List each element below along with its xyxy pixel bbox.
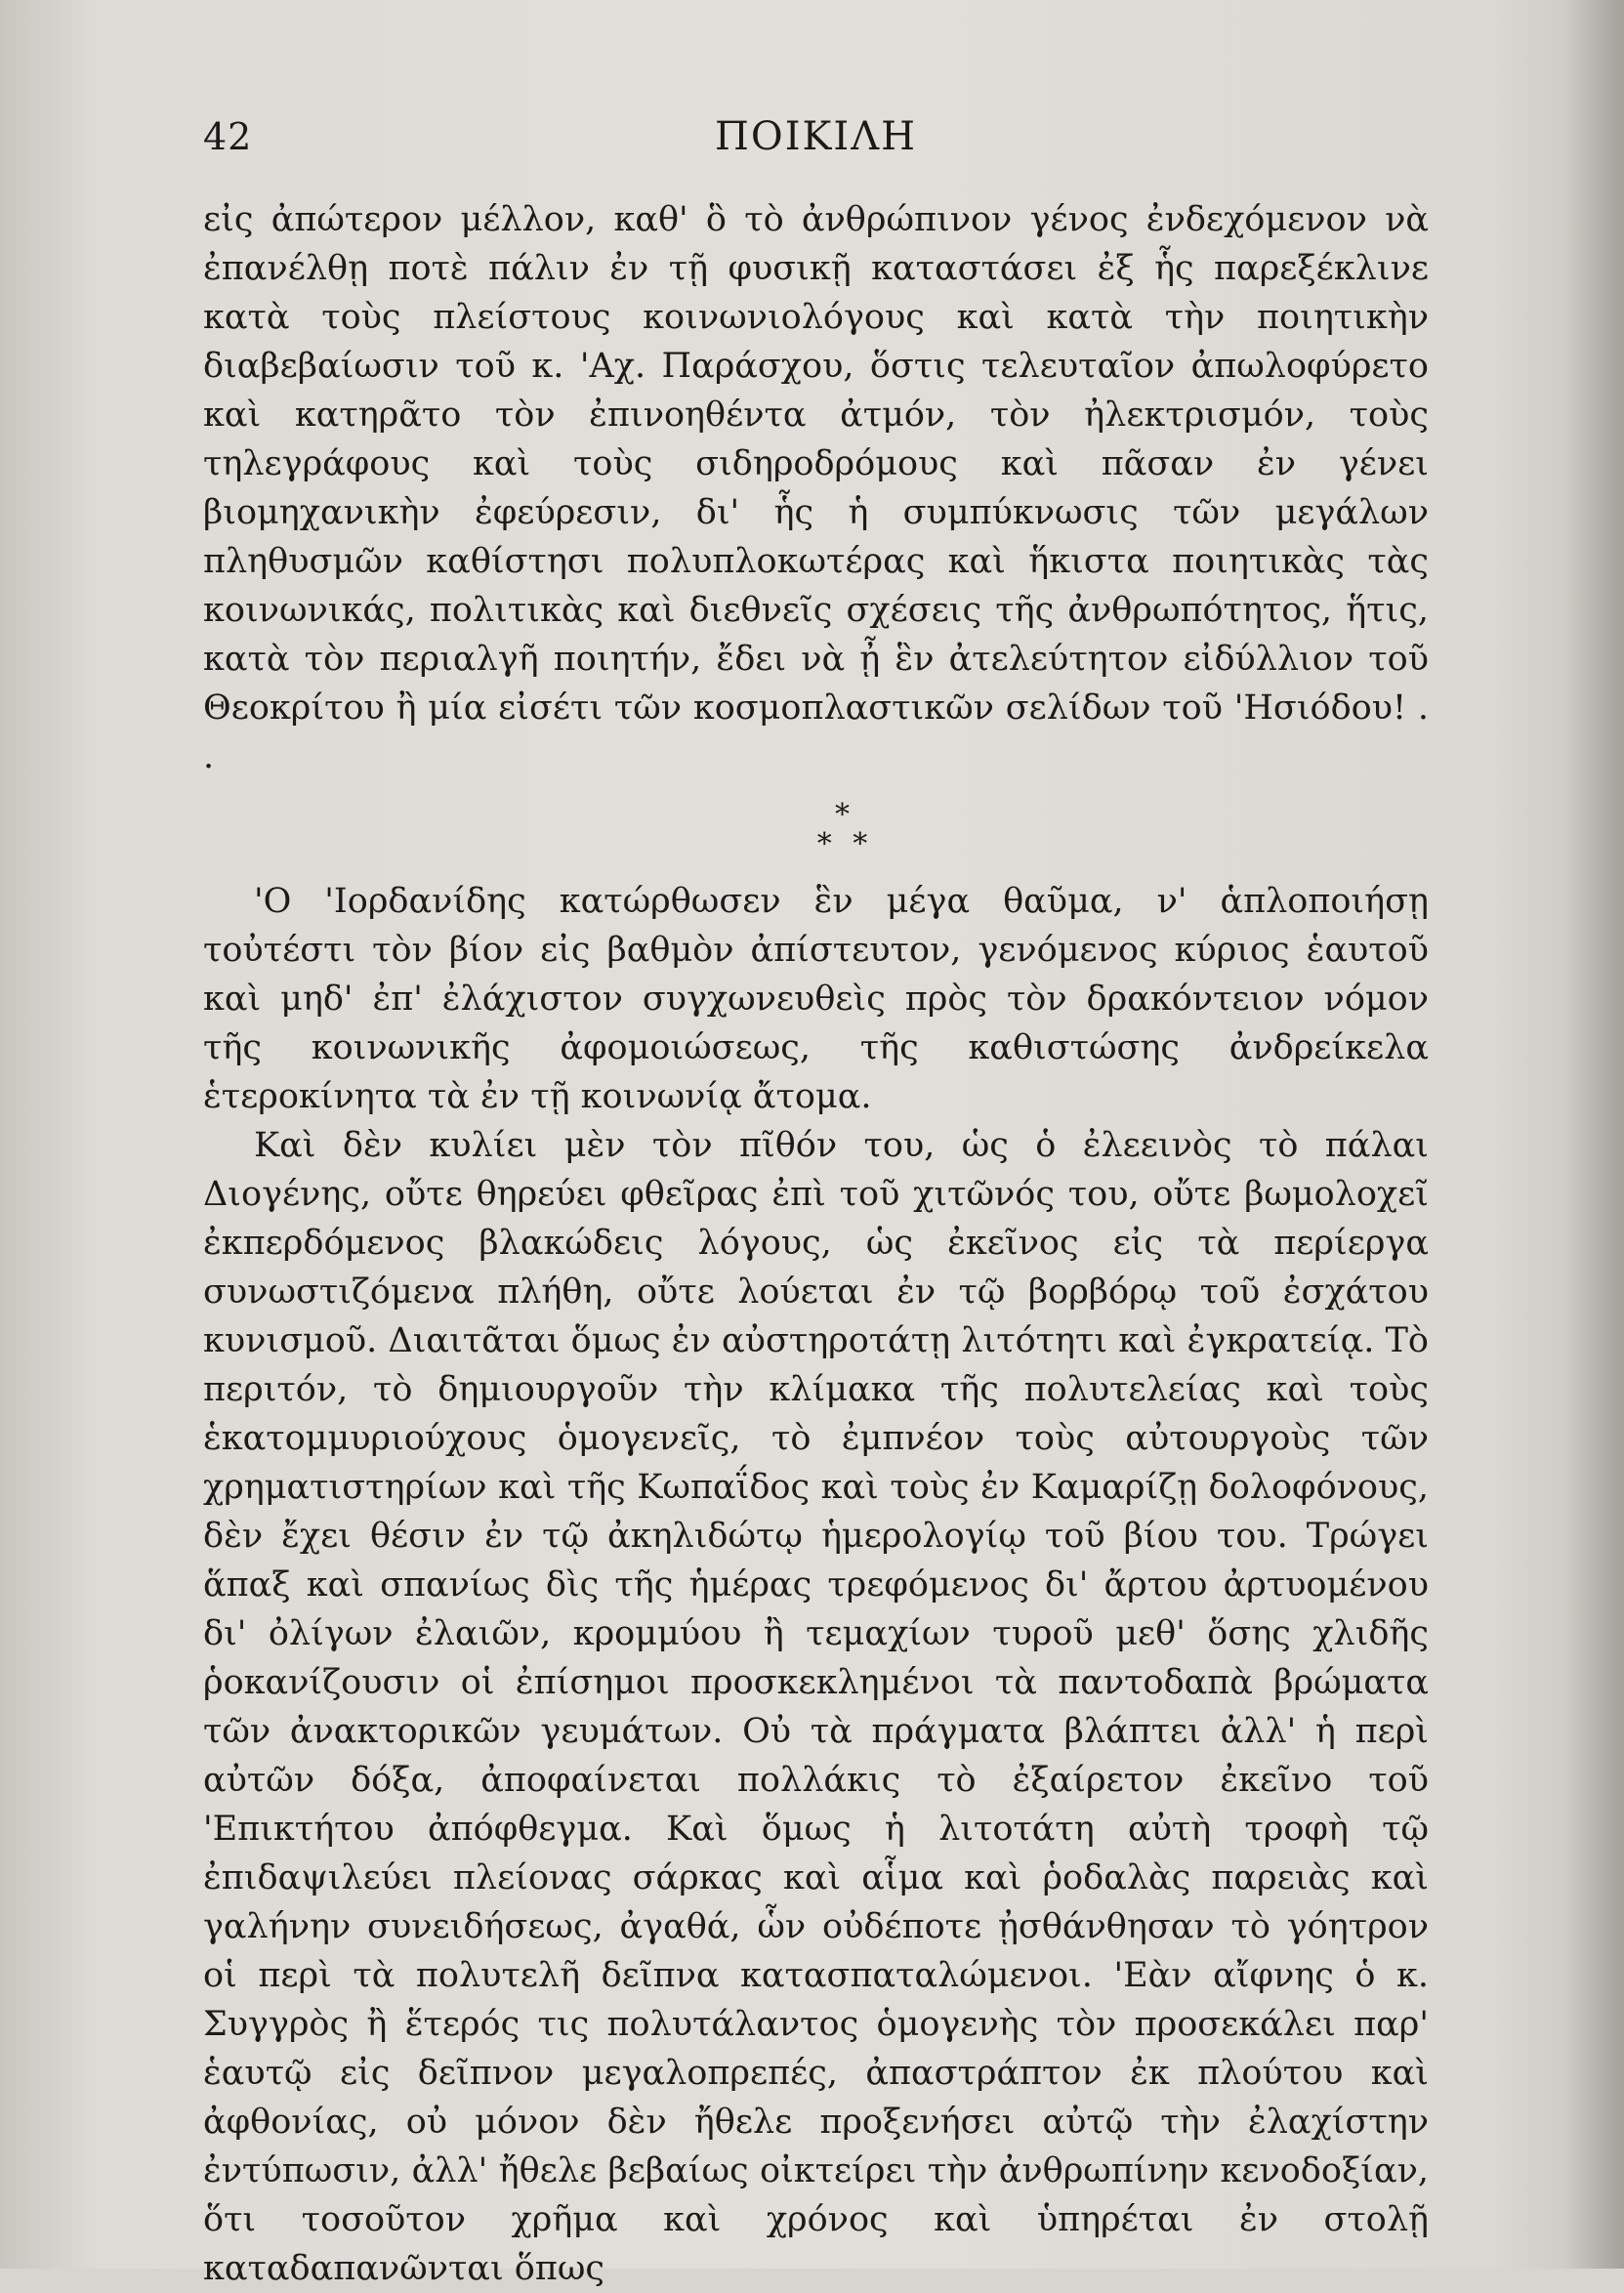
paragraph-section-start: 'Ο 'Ιορδανίδης κατώρθωσεν ἓν μέγα θαῦμα, ν' ἁπλοποιήσῃ τοὐτέστι τὸν βίον εἰς βαθμὸν ἀπίστευτον, γενόμενος κύριος ἑαυτοῦ καὶ μηδ' ἐπ' ἐλάχιστον συγχωνευθεὶς πρὸς τὸν δρακόντειον νόμον τῆς κοινωνικῆς ἀφομοιώσεως, τῆς καθιστώσης ἀνδρείκελα ἑτεροκίνητα τὰ ἐν τῇ κοινωνίᾳ ἄτομα.: [203, 882, 1429, 1116]
asterism-bottom: * *: [816, 827, 874, 861]
section-asterism: [203, 798, 1429, 861]
page-binding-shadow: [1565, 0, 1624, 2269]
asterism-top: *: [835, 798, 855, 832]
running-title: ΠΟΙΚΙΛΗ: [715, 114, 917, 159]
paragraph-continued: εἰς ἀπώτερον μέλλον, καθ' ὃ τὸ ἀνθρώπινον γένος ἐνδεχόμενον νὰ ἐπανέλθῃ ποτὲ πάλιν ἐν τῇ φυσικῇ καταστάσει ἐξ ἧς παρεξέκλινε κατὰ τοὺς πλείστους κοινωνιολόγους καὶ κατὰ τὴν ποιητικὴν διαβεβαίωσιν τοῦ κ. 'Αχ. Παράσχου, ὅστις τελευταῖον ἀπωλοφύρετο καὶ κατηρᾶτο τὸν ἐπινοηθέντα ἀτμόν, τὸν ἠλεκτρισμόν, τοὺς τηλεγράφους καὶ τοὺς σιδηροδρόμους καὶ πᾶσαν ἐν γένει βιομηχανικὴν ἐφεύρεσιν, δι' ἧς ἡ συμπύκνωσις τῶν μεγάλων πληθυσμῶν καθίστησι πολυπλοκωτέρας καὶ ἥκιστα ποιητικὰς τὰς κοινωνικάς, πολιτικὰς καὶ διεθνεῖς σχέσεις τῆς ἀνθρωπότητος, ἥτις, κατὰ τὸν περιαλγῆ ποιητήν, ἔδει νὰ ᾖ ἓν ἀτελεύτητον εἰδύλλιον τοῦ Θεοκρίτου ἢ μία εἰσέτι τῶν κοσμοπλαστικῶν σελίδων τοῦ 'Ησιόδου! . .: [203, 200, 1429, 776]
page-text-block: [203, 107, 1429, 2293]
running-head: [203, 107, 1429, 195]
paragraph-main: Καὶ δὲν κυλίει μὲν τὸν πῖθόν του, ὡς ὁ ἐλεεινὸς τὸ πάλαι Διογένης, οὔτε θηρεύει φθεῖρας ἐπὶ τοῦ χιτῶνός του, οὔτε βωμολοχεῖ ἐκπερδόμενος βλακώδεις λόγους, ὡς ἐκεῖνος εἰς τὰ περίεργα συνωστιζόμενα πλήθη, οὔτε λούεται ἐν τῷ βορβόρῳ τοῦ ἐσχάτου κυνισμοῦ. Διαιτᾶται ὅμως ἐν αὐστηροτάτῃ λιτότητι καὶ ἐγκρατείᾳ. Τὸ περιτόν, τὸ δημιουργοῦν τὴν κλίμακα τῆς πολυτελείας καὶ τοὺς ἑκατομμυριούχους ὁμογενεῖς, τὸ ἐμπνέον τοὺς αὐτουργοὺς τῶν χρηματιστηρίων καὶ τῆς Κωπαΐδος καὶ τοὺς ἐν Καμαρίζῃ δολοφόνους, δὲν ἔχει θέσιν ἐν τῷ ἀκηλιδώτῳ ἡμερολογίῳ τοῦ βίου του. Τρώγει ἅπαξ καὶ σπανίως δὶς τῆς ἡμέρας τρεφόμενος δι' ἄρτου ἀρτυομένου δι' ὀλίγων ἐλαιῶν, κρομμύου ἢ τεμαχίων τυροῦ μεθ' ὅσης χλιδῆς ῥοκανίζουσιν οἱ ἐπίσημοι προσκεκλημένοι τὰ παντοδαπὰ βρώματα τῶν ἀνακτορικῶν γευμάτων. Οὐ τὰ πράγματα βλάπτει ἀλλ' ἡ περὶ αὐτῶν δόξα, ἀποφαίνεται πολλάκις τὸ ἐξαίρετον ἐκεῖνο τοῦ 'Επικτήτου ἀπόφθεγμα. Καὶ ὅμως ἡ λιτοτάτη αὐτὴ τροφὴ τῷ ἐπιδαψιλεύει πλείονας σάρκας καὶ αἷμα καὶ ῥοδαλὰς παρειὰς καὶ γαλήνην συνειδήσεως, ἀγαθά, ὧν οὐδέποτε ᾐσθάνθησαν τὸ γόητρον οἱ περὶ τὰ πολυτελῆ δεῖπνα κατασπαταλώμενοι. 'Εὰν αἴφνης ὁ κ. Συγγρὸς ἢ ἕτερός τις πολυτάλαντος ὁμογενὴς τὸν προσεκάλει παρ' ἑαυτῷ εἰς δεῖπνον μεγαλοπρεπές, ἀπαστράπτον ἐκ πλούτου καὶ ἀφθονίας, οὐ μόνον δὲν ἤθελε προξενήσει αὐτῷ τὴν ἐλαχίστην ἐντύπωσιν, ἀλλ' ἤθελε βεβαίως οἰκτείρει τὴν ἀνθρωπίνην κενοδοξίαν, ὅτι τοσοῦτον χρῆμα καὶ χρόνος καὶ ὑπηρέται ἐν στολῇ καταδαπανῶνται ὅπως: [203, 1126, 1429, 2288]
page-number: 42: [203, 115, 253, 158]
